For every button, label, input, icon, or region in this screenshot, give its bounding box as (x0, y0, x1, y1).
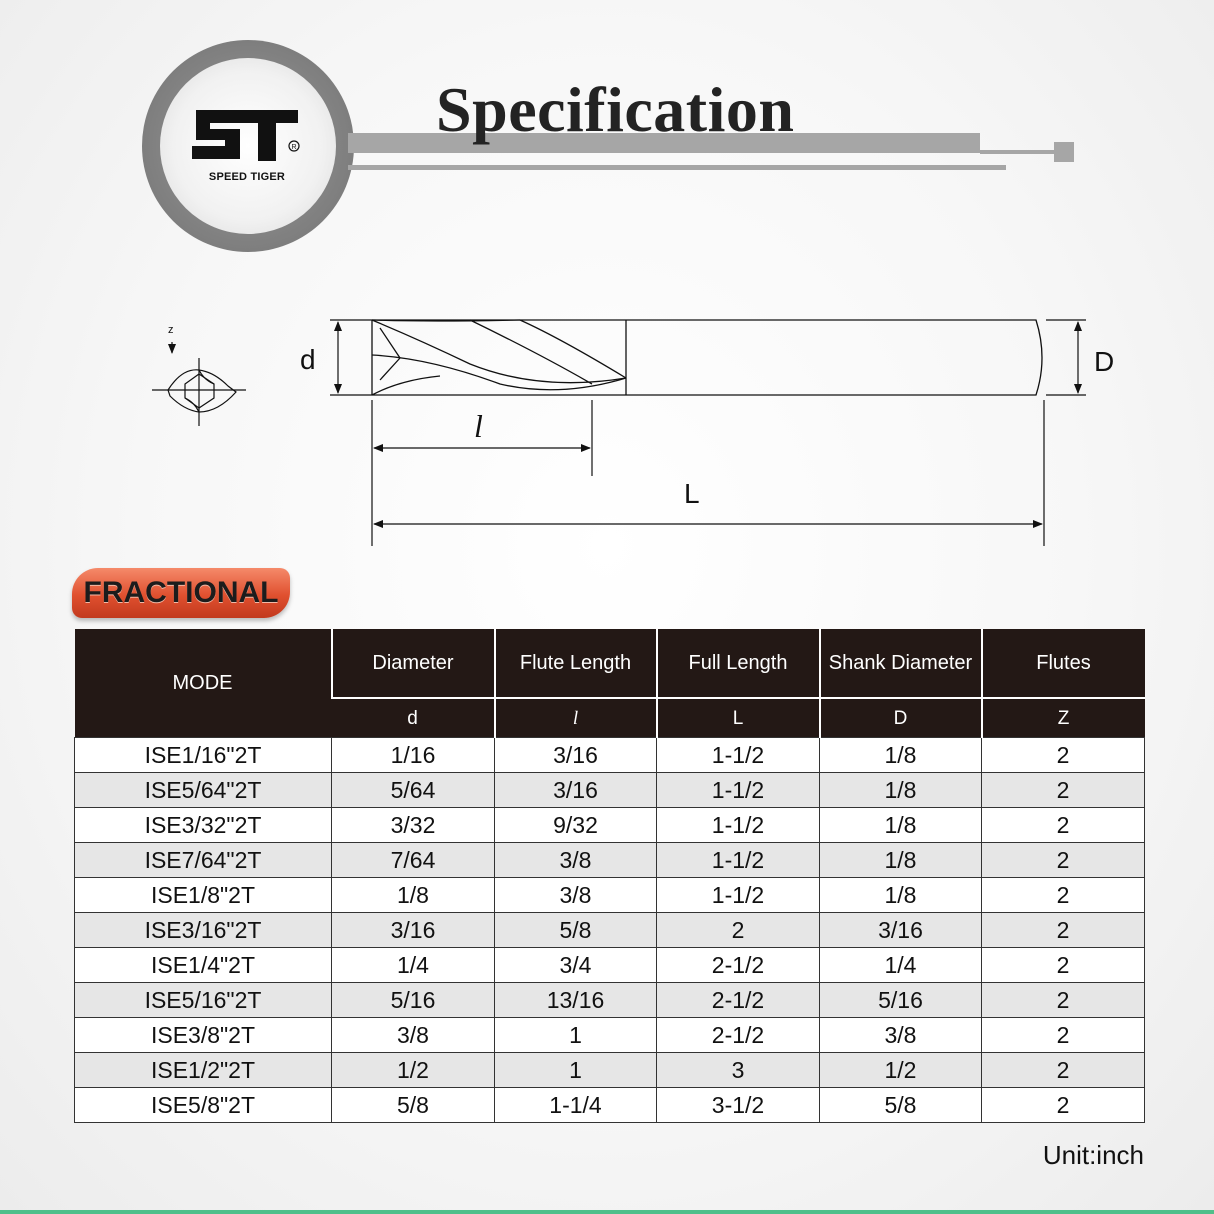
full-length-cell: 2-1/2 (657, 983, 820, 1018)
diameter-cell: 1/8 (332, 878, 495, 913)
flutes-cell: 2 (982, 1088, 1145, 1123)
flute-length-cell: 3/16 (495, 773, 657, 808)
full-length-cell: 1-1/2 (657, 808, 820, 843)
fractional-badge-label: FRACTIONAL (83, 576, 279, 609)
title-thin-bar (348, 165, 1006, 170)
mode-cell: ISE5/8"2T (75, 1088, 332, 1123)
flute-length-cell: 5/8 (495, 913, 657, 948)
shank-diameter-cell: 5/8 (820, 1088, 982, 1123)
flute-length-cell: 3/8 (495, 878, 657, 913)
flutes-cell: 2 (982, 1053, 1145, 1088)
shank-diameter-cell: 1/4 (820, 948, 982, 983)
z-label: z (168, 324, 174, 336)
table-row (75, 1053, 1145, 1088)
mode-cell: ISE3/16"2T (75, 913, 332, 948)
flutes-cell: 2 (982, 948, 1145, 983)
header-diameter: Diameter (332, 629, 495, 698)
flute-length-cell: 3/16 (495, 738, 657, 773)
flutes-cell: 2 (982, 878, 1145, 913)
tool-body (372, 320, 1042, 395)
diameter-cell: 3/16 (332, 913, 495, 948)
symbol-full-length: L (657, 698, 820, 738)
table-row (75, 738, 1145, 773)
table-row (75, 948, 1145, 983)
flutes-cell: 2 (982, 913, 1145, 948)
end-mill-drawing (0, 300, 1214, 560)
diameter-cell: 5/8 (332, 1088, 495, 1123)
full-length-cell: 1-1/2 (657, 878, 820, 913)
flutes-cell: 2 (982, 843, 1145, 878)
header-shank-diameter: Shank Diameter (820, 629, 982, 698)
D-label: D (1094, 346, 1115, 377)
table-row (75, 773, 1145, 808)
shank-diameter-cell: 1/8 (820, 808, 982, 843)
diameter-cell: 7/64 (332, 843, 495, 878)
table-row (75, 913, 1145, 948)
table-row (75, 808, 1145, 843)
flute-length-cell: 3/4 (495, 948, 657, 983)
full-length-cell: 2-1/2 (657, 1018, 820, 1053)
full-length-cell: 1-1/2 (657, 738, 820, 773)
shank-diameter-cell: 1/8 (820, 843, 982, 878)
header (0, 0, 1214, 240)
diameter-cell: 5/64 (332, 773, 495, 808)
flutes-cell: 2 (982, 808, 1145, 843)
diameter-cell: 3/8 (332, 1018, 495, 1053)
full-length-cell: 3-1/2 (657, 1088, 820, 1123)
symbol-diameter: d (332, 698, 495, 738)
table-row (75, 983, 1145, 1018)
shank-diameter-cell: 1/8 (820, 878, 982, 913)
svg-text:R: R (291, 144, 297, 151)
unit-note: Unit:inch (1042, 1140, 1144, 1170)
page-title: Specification (436, 74, 795, 145)
diameter-cell: 3/32 (332, 808, 495, 843)
flutes-cell: 2 (982, 738, 1145, 773)
flute-length-cell: 1 (495, 1053, 657, 1088)
spec-table-body (75, 738, 1145, 1123)
L-label: L (684, 478, 700, 509)
mode-cell: ISE7/64"2T (75, 843, 332, 878)
l-label: l (474, 408, 483, 444)
spec-table (74, 629, 1145, 1123)
header-mode: MODE (75, 629, 332, 738)
end-mill-diagram (0, 300, 1214, 560)
flute-length-cell: 1 (495, 1018, 657, 1053)
full-length-cell: 1-1/2 (657, 773, 820, 808)
table-row (75, 878, 1145, 913)
flute-length-cell: 3/8 (495, 843, 657, 878)
header-flutes: Flutes (982, 629, 1145, 698)
diameter-cell: 1/4 (332, 948, 495, 983)
table-row (75, 1018, 1145, 1053)
bar-connector (980, 150, 1060, 154)
symbol-flutes: Z (982, 698, 1145, 738)
shank-diameter-cell: 1/8 (820, 773, 982, 808)
d-label: d (300, 344, 316, 375)
mode-cell: ISE3/8"2T (75, 1018, 332, 1053)
bar-end-square (1054, 142, 1074, 162)
table-row (75, 843, 1145, 878)
flute-length-cell: 9/32 (495, 808, 657, 843)
end-view-icon (152, 342, 246, 426)
shank-diameter-cell: 5/16 (820, 983, 982, 1018)
diameter-cell: 1/16 (332, 738, 495, 773)
shank-diameter-cell: 3/16 (820, 913, 982, 948)
symbol-shank-diameter: D (820, 698, 982, 738)
header-full-length: Full Length (657, 629, 820, 698)
flutes-cell: 2 (982, 983, 1145, 1018)
header-flute-length: Flute Length (495, 629, 657, 698)
mode-cell: ISE5/64"2T (75, 773, 332, 808)
full-length-cell: 2 (657, 913, 820, 948)
full-length-cell: 2-1/2 (657, 948, 820, 983)
mode-cell: ISE1/2"2T (75, 1053, 332, 1088)
shank-diameter-cell: 1/2 (820, 1053, 982, 1088)
symbol-flute-length: l (495, 698, 657, 738)
diameter-cell: 1/2 (332, 1053, 495, 1088)
full-length-cell: 1-1/2 (657, 843, 820, 878)
bottom-accent-line (0, 1210, 1214, 1214)
full-length-cell: 3 (657, 1053, 820, 1088)
shank-diameter-cell: 1/8 (820, 738, 982, 773)
diameter-cell: 5/16 (332, 983, 495, 1018)
flute-length-cell: 1-1/4 (495, 1088, 657, 1123)
flutes-cell: 2 (982, 773, 1145, 808)
shank-diameter-cell: 3/8 (820, 1018, 982, 1053)
table-row (75, 1088, 1145, 1123)
mode-cell: ISE1/16"2T (75, 738, 332, 773)
flute-length-cell: 13/16 (495, 983, 657, 1018)
mode-cell: ISE5/16"2T (75, 983, 332, 1018)
brand-name: SPEED TIGER (208, 171, 286, 183)
flutes-cell: 2 (982, 1018, 1145, 1053)
mode-cell: ISE3/32"2T (75, 808, 332, 843)
mode-cell: ISE1/4"2T (75, 948, 332, 983)
mode-cell: ISE1/8"2T (75, 878, 332, 913)
